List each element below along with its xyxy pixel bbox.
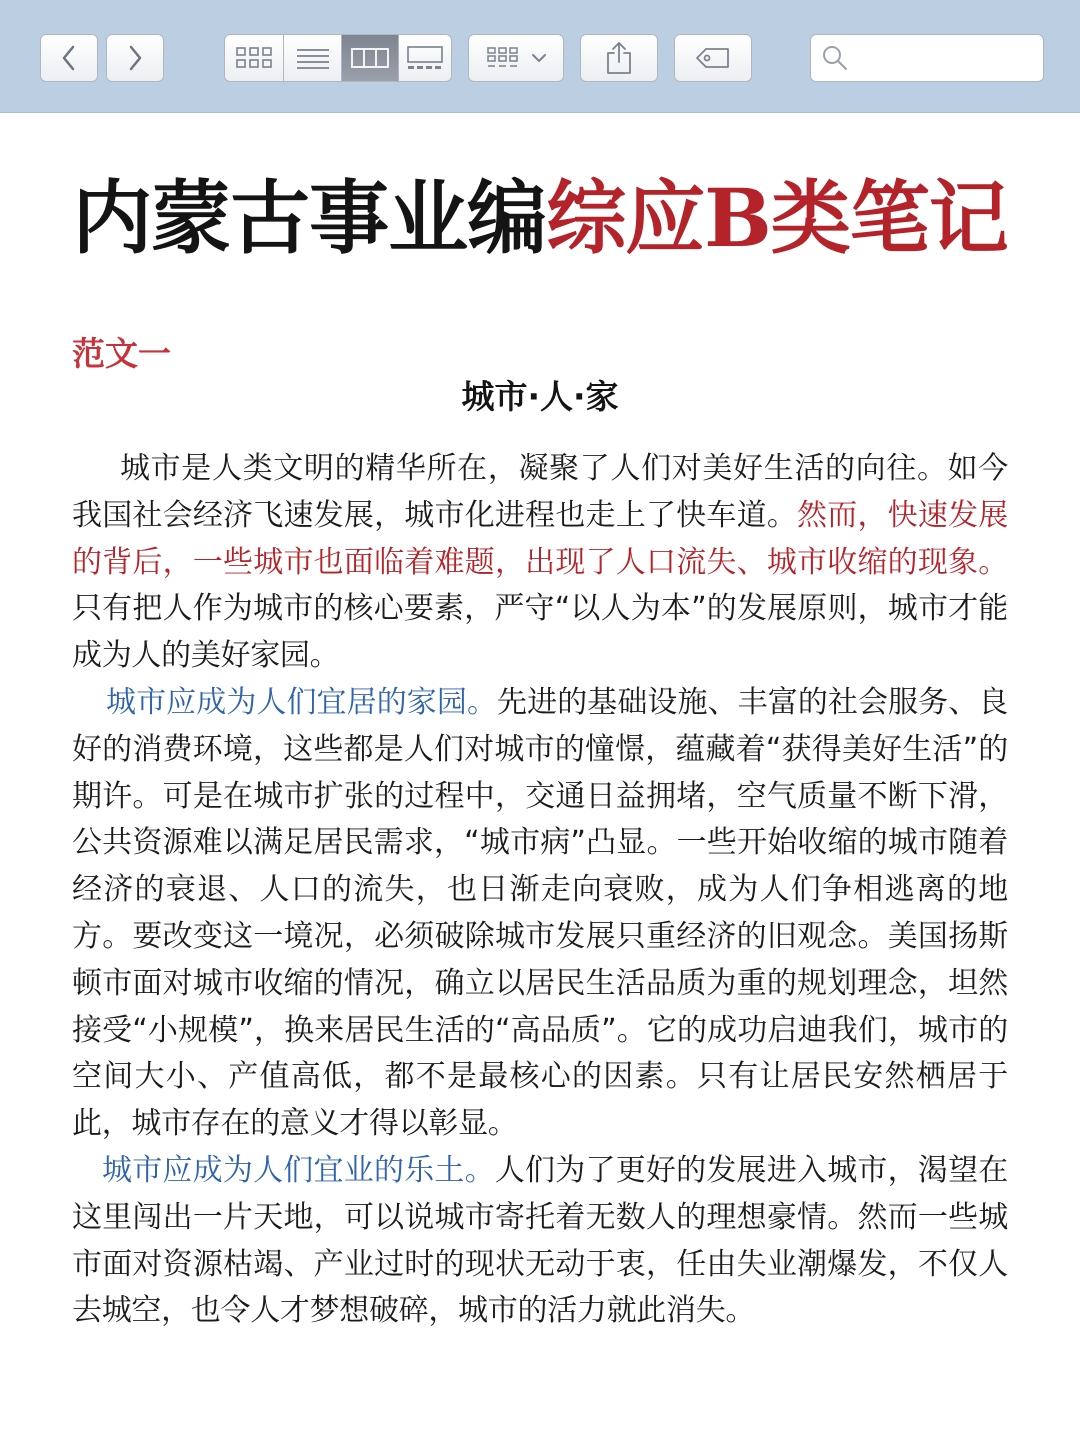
paragraph-2	[72, 680, 1008, 1148]
columns-icon	[351, 47, 389, 69]
window-toolbar	[0, 0, 1080, 113]
chevron-right-icon	[125, 44, 145, 72]
title-black-part: 内蒙古事业编	[72, 171, 547, 265]
view-gallery-button[interactable]	[399, 35, 451, 81]
grid-icon	[235, 46, 273, 70]
view-columns-button[interactable]	[342, 35, 400, 81]
tag-icon	[694, 46, 732, 70]
search-input[interactable]	[855, 42, 1039, 74]
view-icons-button[interactable]	[225, 35, 284, 81]
group-grid-icon	[485, 46, 525, 70]
title-red-part: 综应B类笔记	[546, 171, 1008, 265]
paragraph-1	[72, 446, 1008, 680]
paragraph-2-topic: 城市应成为人们宜居的家园。	[106, 684, 498, 720]
paragraph-3	[72, 1148, 1008, 1335]
tag-button[interactable]	[674, 34, 752, 82]
paragraph-1-thesis: 只有把人作为城市的核心要素，严守“以人为本”的发展原则，城市才能成为人的美好家园。	[72, 591, 1008, 674]
paragraph-3-topic: 城市应成为人们宜业的乐土。	[102, 1152, 495, 1188]
essay-body	[72, 446, 1008, 1335]
page-title	[0, 168, 1080, 268]
list-icon	[296, 46, 330, 70]
gallery-icon	[406, 45, 444, 71]
view-mode-segmented-control	[224, 34, 452, 82]
view-list-button[interactable]	[284, 35, 342, 81]
chevron-left-icon	[59, 44, 79, 72]
paragraph-3-text: 人们为了更好的发展进入城市，渴望在这里闯出一片天地，可以说城市寄托着无数人的理想豪情。然而一些城市面对资源枯竭、产业过时的现状无动于衷，任由失业潮爆发，不仅人去城空，也令人才梦想破碎，城市的活力就此消失。	[72, 1152, 1008, 1329]
search-field[interactable]	[810, 34, 1044, 82]
forward-button[interactable]	[106, 34, 164, 82]
back-button[interactable]	[40, 34, 98, 82]
paragraph-1-highlight: 然而，快速发展的背后，一些城市也面临着难题，出现了人口流失、城市收缩的现象。	[72, 497, 1008, 580]
section-label: 范文一	[72, 334, 171, 373]
essay-title: 城市·人·家	[461, 377, 619, 416]
group-by-dropdown[interactable]	[468, 34, 564, 82]
paragraph-1-intro: 城市是人类文明的精华所在，凝聚了人们对美好生活的向往。如今我国社会经济飞速发展，城市化进程也走上了快车道。	[72, 451, 1008, 533]
share-button[interactable]	[580, 34, 658, 82]
search-icon	[821, 44, 849, 72]
chevron-down-icon	[531, 52, 547, 64]
paragraph-2-text: 先进的基础设施、丰富的社会服务、良好的消费环境，这些都是人们对城市的憧憬，蕴藏着“获得美好生活”的期许。可是在城市扩张的过程中，交通日益拥堵，空气质量不断下滑，公共资源难以满足居民需求，“城市病”凸显。一些开始收缩的城市随着经济的衰退、人口的流失，也日渐走向衰败，成为人们争相逃离的地方。要改变这一境况，必须破除城市发展只重经济的旧观念。美国扬斯顿市面对城市收缩的情况，确立以居民生活品质为重的规划理念，坦然接受“小规模”，换来居民生活的“高品质”。它的成功启迪我们，城市的空间大小、产值高低，都不是最核心的因素。只有让居民安然栖居于此，城市存在的意义才得以彰显。	[72, 684, 1008, 1142]
share-icon	[605, 41, 633, 75]
